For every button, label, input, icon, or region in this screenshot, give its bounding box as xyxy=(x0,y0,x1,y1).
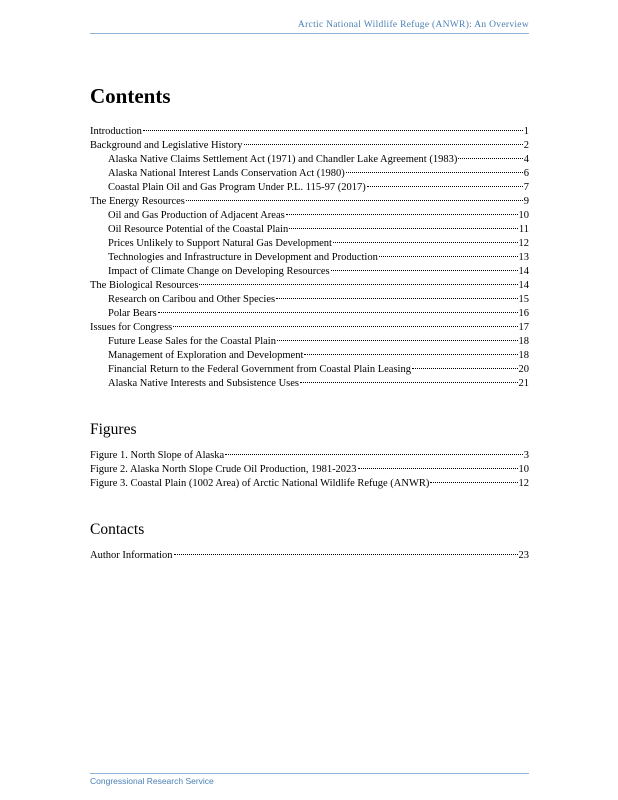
toc-entry-page-number: 1 xyxy=(523,126,529,137)
running-header: Arctic National Wildlife Refuge (ANWR): An Overview xyxy=(297,20,529,30)
toc-entry-page-number: 18 xyxy=(518,336,529,347)
dot-leader xyxy=(346,172,523,173)
dot-leader xyxy=(158,312,518,313)
dot-leader xyxy=(289,228,518,229)
toc-entry-page-number: 20 xyxy=(518,364,529,375)
toc-entry-label: Figure 1. North Slope of Alaska xyxy=(90,450,225,461)
dot-leader xyxy=(174,554,518,555)
toc-entry-link[interactable] xyxy=(90,335,529,349)
toc-entry-link[interactable] xyxy=(90,167,529,181)
toc-entry-link[interactable] xyxy=(90,449,529,463)
contacts-list xyxy=(90,549,529,563)
figures-list xyxy=(90,449,529,491)
toc-entry-page-number: 15 xyxy=(518,294,529,305)
figures-title: Figures xyxy=(90,421,137,438)
dot-leader xyxy=(430,482,517,483)
toc-entry-link[interactable] xyxy=(90,293,529,307)
toc-entry-label: Oil Resource Potential of the Coastal Plain xyxy=(108,224,289,235)
toc-entry-page-number: 3 xyxy=(523,450,529,461)
toc-entry-page-number: 14 xyxy=(518,266,529,277)
dot-leader xyxy=(333,242,518,243)
toc-entry-label: Financial Return to the Federal Government from Coastal Plain Leasing xyxy=(108,364,411,375)
dot-leader xyxy=(277,340,518,341)
toc-entry-link[interactable] xyxy=(90,463,529,477)
toc-entry-page-number: 21 xyxy=(518,378,529,389)
toc-entry-label: Research on Caribou and Other Species xyxy=(108,294,276,305)
contacts-title: Contacts xyxy=(90,521,145,538)
dot-leader xyxy=(173,326,517,327)
toc-entry-link[interactable] xyxy=(90,549,529,563)
toc-entry-page-number: 11 xyxy=(518,224,529,235)
toc-entry-label: Alaska Native Claims Settlement Act (1971) and Chandler Lake Agreement (1983) xyxy=(108,154,458,165)
toc-entry-label: Prices Unlikely to Support Natural Gas Development xyxy=(108,238,332,249)
toc-entry-label: Figure 3. Coastal Plain (1002 Area) of Arctic National Wildlife Refuge (ANWR) xyxy=(90,478,430,489)
dot-leader xyxy=(458,158,522,159)
toc-entry-link[interactable] xyxy=(90,237,529,251)
toc-entry-page-number: 6 xyxy=(523,168,529,179)
footer-text: Congressional Research Service xyxy=(90,776,214,786)
toc-entry-page-number: 18 xyxy=(518,350,529,361)
toc-entry-link[interactable] xyxy=(90,321,529,335)
toc-entry-link[interactable] xyxy=(90,195,529,209)
toc-entry-link[interactable] xyxy=(90,307,529,321)
header-rule xyxy=(90,33,529,34)
dot-leader xyxy=(367,186,523,187)
toc-entry-page-number: 16 xyxy=(518,308,529,319)
dot-leader xyxy=(300,382,518,383)
toc-entry-link[interactable] xyxy=(90,125,529,139)
footer-rule xyxy=(90,773,529,774)
toc-entry-label: Oil and Gas Production of Adjacent Areas xyxy=(108,210,285,221)
toc-entry-page-number: 17 xyxy=(518,322,529,333)
toc-entry-link[interactable] xyxy=(90,139,529,153)
toc-entry-page-number: 14 xyxy=(518,280,529,291)
dot-leader xyxy=(379,256,518,257)
toc-entry-label: The Energy Resources xyxy=(90,196,185,207)
toc-entry-page-number: 10 xyxy=(518,210,529,221)
toc-entry-label: Technologies and Infrastructure in Development and Production xyxy=(108,252,378,263)
toc-entry-label: Future Lease Sales for the Coastal Plain xyxy=(108,336,276,347)
toc-entry-label: Alaska National Interest Lands Conservation Act (1980) xyxy=(108,168,345,179)
toc-entry-link[interactable] xyxy=(90,209,529,223)
toc-entry-page-number: 12 xyxy=(518,478,529,489)
toc-entry-link[interactable] xyxy=(90,223,529,237)
toc-entry-link[interactable] xyxy=(90,265,529,279)
dot-leader xyxy=(186,200,523,201)
contents-title: Contents xyxy=(90,84,171,108)
toc-entry-page-number: 9 xyxy=(523,196,529,207)
dot-leader xyxy=(244,144,523,145)
toc-entry-label: Coastal Plain Oil and Gas Program Under P.L. 115-97 (2017) xyxy=(108,182,366,193)
toc-entry-label: Background and Legislative History xyxy=(90,140,243,151)
toc-entry-page-number: 4 xyxy=(523,154,529,165)
toc-entry-label: Introduction xyxy=(90,126,142,137)
contents-list xyxy=(90,125,529,391)
toc-entry-label: Author Information xyxy=(90,550,173,561)
toc-entry-link[interactable] xyxy=(90,477,529,491)
dot-leader xyxy=(286,214,518,215)
dot-leader xyxy=(276,298,517,299)
toc-entry-label: Alaska Native Interests and Subsistence Uses xyxy=(108,378,299,389)
dot-leader xyxy=(225,454,523,455)
toc-entry-page-number: 10 xyxy=(518,464,529,475)
toc-entry-label: Figure 2. Alaska North Slope Crude Oil Production, 1981-2023 xyxy=(90,464,357,475)
toc-entry-label: The Biological Resources xyxy=(90,280,199,291)
toc-entry-link[interactable] xyxy=(90,279,529,293)
toc-entry-link[interactable] xyxy=(90,377,529,391)
toc-entry-label: Issues for Congress xyxy=(90,322,173,333)
toc-entry-page-number: 7 xyxy=(523,182,529,193)
toc-entry-label: Management of Exploration and Development xyxy=(108,350,304,361)
dot-leader xyxy=(331,270,518,271)
toc-entry-label: Impact of Climate Change on Developing Resources xyxy=(108,266,330,277)
toc-entry-link[interactable] xyxy=(90,363,529,377)
toc-entry-link[interactable] xyxy=(90,181,529,195)
toc-entry-label: Polar Bears xyxy=(108,308,157,319)
dot-leader xyxy=(358,468,518,469)
toc-content xyxy=(90,84,529,563)
toc-entry-page-number: 12 xyxy=(518,238,529,249)
toc-entry-link[interactable] xyxy=(90,251,529,265)
toc-entry-page-number: 2 xyxy=(523,140,529,151)
dot-leader xyxy=(199,284,517,285)
dot-leader xyxy=(143,130,523,131)
toc-entry-link[interactable] xyxy=(90,153,529,167)
toc-entry-page-number: 23 xyxy=(518,550,529,561)
toc-entry-link[interactable] xyxy=(90,349,529,363)
dot-leader xyxy=(304,354,517,355)
dot-leader xyxy=(412,368,518,369)
toc-entry-page-number: 13 xyxy=(518,252,529,263)
